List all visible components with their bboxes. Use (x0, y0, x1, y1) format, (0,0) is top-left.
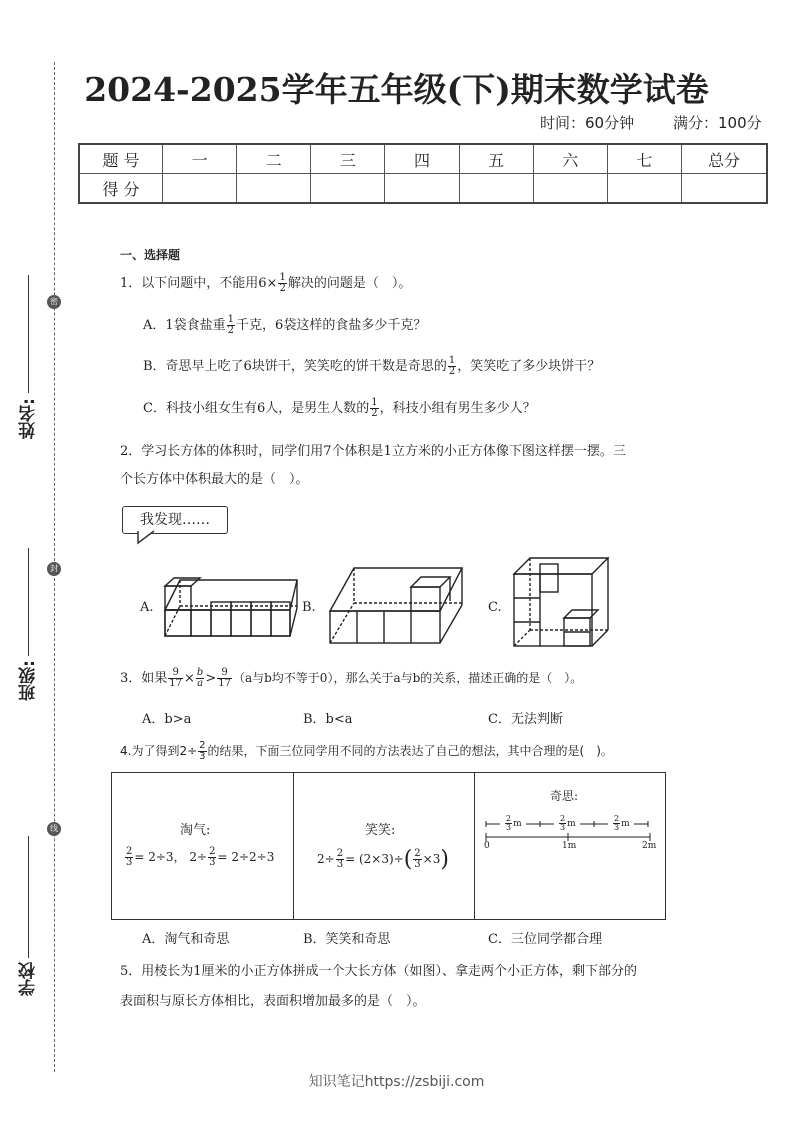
xiaoxiao-name: 笑笑: (365, 823, 396, 838)
q1b-text-a: B．奇思早上吃了6块饼干，笑笑吃的饼干数是奇思的 (143, 359, 447, 374)
segment-label-2: $\frac{2}{3}$ m (560, 814, 576, 832)
q4-fraction (198, 741, 206, 762)
numerator: 1 (371, 397, 378, 408)
score-table-header-row (79, 144, 767, 174)
question-1-option-c[interactable] (143, 397, 536, 419)
score-cell: 七 (607, 144, 681, 174)
score-input-cell[interactable] (385, 174, 459, 204)
q4-pre: 4.为了得到2÷ (120, 744, 198, 758)
numerator: 2 (414, 848, 421, 859)
score-input-cell[interactable] (459, 174, 533, 204)
footer-watermark: 知识笔记https://zsbiji.com (308, 1074, 485, 1090)
taoqi-fraction (125, 847, 133, 868)
denominator: 3 (414, 859, 421, 870)
denominator: 3 (199, 751, 206, 762)
seal-feng: 封 (47, 562, 61, 576)
numerator: 2 (336, 848, 344, 859)
tick-label-2m: 2m (642, 841, 657, 851)
xiaoxiao-fraction (336, 849, 344, 870)
numerator: 2 (209, 846, 216, 857)
numerator: b (196, 667, 204, 678)
question-1-option-b[interactable] (143, 355, 600, 377)
speech-bubble: 我发现…… (122, 506, 228, 534)
taoqi-cell (112, 773, 294, 919)
xiaoxiao-expr-b: = (2×3)÷ (345, 852, 404, 866)
question-4-option-a[interactable]: A．淘气和奇思 (142, 932, 230, 947)
xiaoxiao-expr-a: 2÷ (317, 852, 335, 866)
class-label: 班级: (19, 660, 39, 701)
question-4-option-c[interactable]: C．三位同学都合理 (488, 932, 602, 947)
score-cell: 二 (237, 144, 311, 174)
q1c-text-a: C．科技小组女生有6人，是男生人数的 (143, 401, 370, 416)
score-cell: 三 (311, 144, 385, 174)
section-heading: 一、选择题 (120, 248, 181, 262)
score-input-cell[interactable] (237, 174, 311, 204)
numerator: 1 (279, 272, 286, 283)
q1-stem-b: 解决的问题是（ ）。 (287, 276, 412, 291)
xiaoxiao-cell (293, 773, 475, 919)
speech-bubble-tail (130, 530, 160, 546)
time-info: 时间：60分钟 (540, 114, 635, 132)
question-3-stem (120, 667, 582, 689)
taoqi-expr-b: = 2÷2÷3 (217, 850, 275, 864)
taoqi-expr-a: = 2÷3， 2÷ (134, 850, 208, 864)
question-2-option-b[interactable]: B. (302, 600, 316, 615)
qisi-cell (474, 773, 663, 919)
xiaoxiao-expression (317, 847, 449, 872)
question-1-option-a[interactable] (143, 314, 426, 336)
score-input-cell[interactable] (682, 174, 768, 204)
q1-fraction (278, 273, 286, 294)
taoqi-fraction-2 (208, 847, 216, 868)
question-5-line2: 表面积与原长方体相比，表面积增加最多的是（ ）。 (120, 994, 426, 1009)
qisi-name: 奇思: (550, 789, 579, 803)
q4-methods-box (111, 772, 666, 920)
q1a-text-b: 千克，6袋这样的食盐多少千克？ (236, 318, 427, 333)
question-4-option-b[interactable]: B．笑笑和奇思 (303, 932, 391, 947)
question-2-option-c[interactable]: C. (488, 600, 502, 615)
q3-fraction-3 (217, 668, 232, 689)
question-3-option-b[interactable]: B．b<a (303, 712, 353, 727)
numerator: 1 (227, 314, 235, 325)
score-table-score-row (79, 174, 767, 204)
score-input-cell[interactable] (311, 174, 385, 204)
denominator: 2 (227, 325, 235, 336)
cuboid-figure-a (162, 572, 298, 640)
score-table (78, 143, 768, 204)
xiaoxiao-fraction-2 (413, 849, 421, 870)
page-title: 2024-2025学年五年级(下)期末数学试卷 (84, 70, 709, 109)
denominator: 3 (209, 857, 216, 868)
q3-fraction-2 (196, 668, 204, 689)
cuboid-figure-b (328, 565, 464, 645)
denominator: 17 (218, 678, 231, 689)
seal-mi: 密 (47, 295, 61, 309)
denominator: a (197, 678, 204, 689)
xiaoxiao-expr-c: ×3 (422, 852, 441, 866)
taoqi-name: 淘气: (180, 823, 211, 838)
q1b-fraction (448, 356, 456, 377)
question-3-option-c[interactable]: C．无法判断 (488, 712, 563, 727)
score-cell: 五 (459, 144, 533, 174)
question-5-line1: 5．用棱长为1厘米的小正方体拼成一个大长方体（如图）、拿走两个小正方体，剩下部分的 (120, 964, 638, 979)
score-input-cell[interactable] (163, 174, 237, 204)
q3-times: × (184, 671, 195, 686)
numerator: 9 (217, 668, 232, 679)
score-info: 满分：100分 (673, 114, 762, 132)
segment-label-1: $\frac{2}{3}$ m (506, 814, 522, 832)
score-cell: 一 (163, 144, 237, 174)
segment-label-3: $\frac{2}{3}$ m (614, 814, 630, 832)
q1a-text-a: A．1袋食盐重 (143, 318, 226, 333)
score-input-cell[interactable] (533, 174, 607, 204)
q3-post: （a与b均不等于0），那么关于a与b的关系，描述正确的是（ ）。 (232, 671, 583, 685)
numerator: 9 (168, 668, 183, 679)
question-1-stem (120, 272, 411, 294)
score-input-cell[interactable] (607, 174, 681, 204)
score-row-label: 得 分 (79, 174, 163, 204)
question-3-option-a[interactable]: A．b>a (142, 712, 192, 727)
class-write-line (28, 548, 29, 656)
score-cell: 四 (385, 144, 459, 174)
denominator: 2 (279, 283, 286, 294)
q3-gt: > (205, 671, 217, 686)
school-label: 学校 (19, 962, 39, 996)
denominator: 2 (371, 408, 378, 419)
left-paren: ( (403, 847, 413, 872)
question-2-line2: 个长方体中体积最大的是（ ）。 (120, 472, 309, 487)
seal-xian: 线 (47, 822, 61, 836)
q1a-fraction (227, 315, 235, 336)
numerator: 2 (126, 846, 133, 857)
q3-pre: 3．如果 (120, 671, 168, 686)
school-write-line (28, 836, 29, 958)
cuboid-figure-c (512, 556, 612, 648)
denominator: 3 (126, 857, 133, 868)
numerator: 2 (199, 740, 206, 751)
q4-post: 的结果，下面三位同学用不同的方法表达了自己的想法，其中合理的是( )。 (207, 744, 613, 758)
numerator: 1 (448, 355, 456, 366)
taoqi-expression (124, 847, 274, 868)
score-cell: 六 (533, 144, 607, 174)
question-2-line1: 2．学习长方体的体积时，同学们用7个体积是1立方米的小正方体像下图这样摆一摆。三 (120, 444, 626, 459)
denominator: 3 (336, 859, 344, 870)
q1c-fraction (370, 398, 378, 419)
score-cell: 题 号 (79, 144, 163, 174)
question-2-option-a[interactable]: A. (140, 600, 154, 615)
tick-label-0: 0 (484, 841, 490, 851)
name-write-line (28, 275, 29, 393)
score-cell: 总分 (682, 144, 768, 174)
tick-label-1m: 1m (562, 841, 577, 851)
name-label: 姓名: (19, 398, 39, 439)
right-paren: ) (440, 847, 449, 872)
q1b-text-b: ，笑笑吃了多少块饼干？ (457, 359, 601, 374)
denominator: 17 (169, 678, 183, 689)
denominator: 2 (448, 366, 456, 377)
q1c-text-b: ，科技小组有男生多少人？ (379, 401, 536, 416)
question-4-stem (120, 741, 613, 762)
q3-fraction-1 (168, 668, 183, 689)
q1-stem-a: 1．以下问题中，不能用6× (120, 276, 278, 291)
